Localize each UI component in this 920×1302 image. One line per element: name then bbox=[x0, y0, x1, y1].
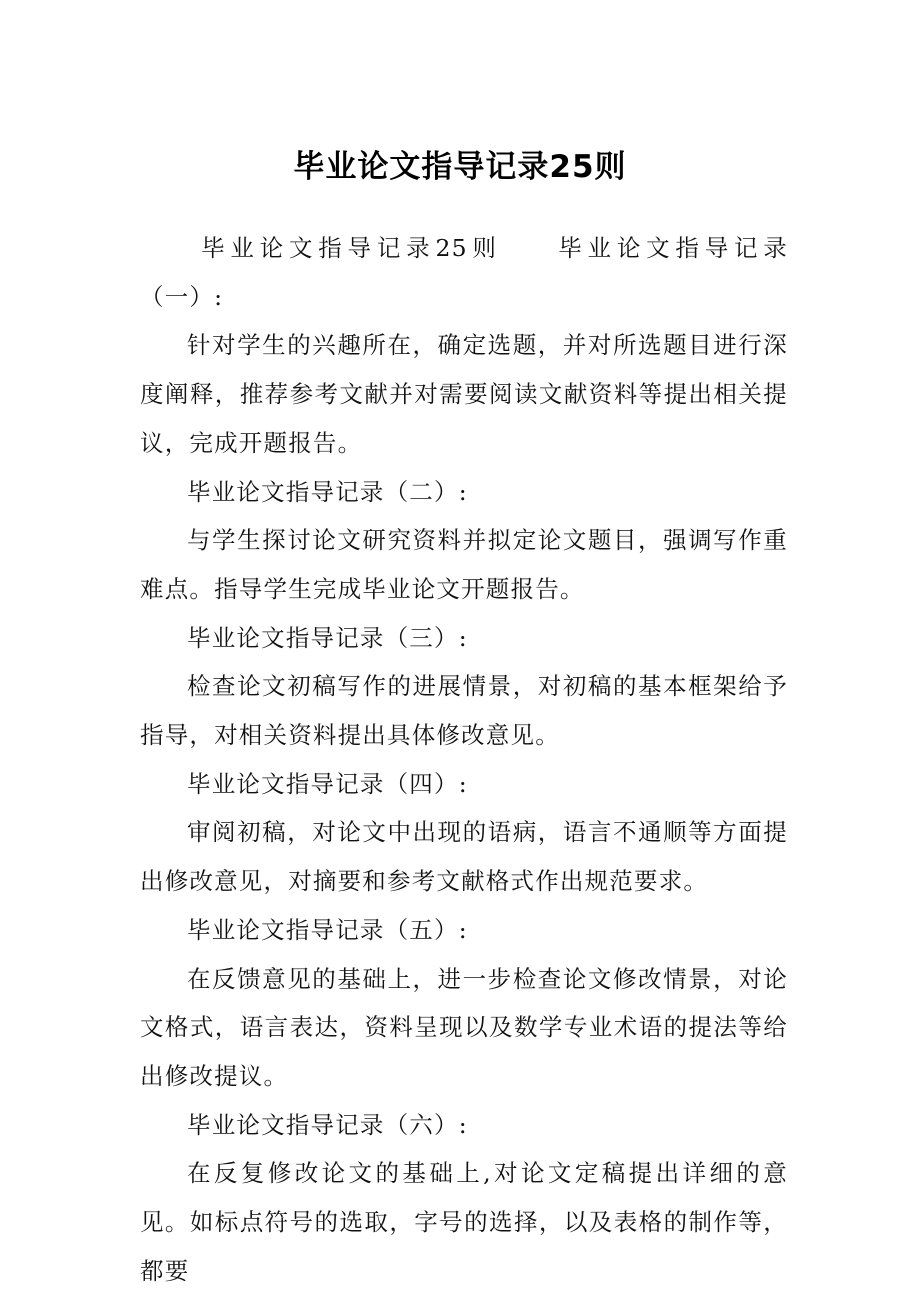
paragraph-2: 与学生探讨论文研究资料并拟定论文题目，强调写作重难点。指导学生完成毕业论文开题报告。 bbox=[140, 526, 788, 603]
record-heading-4: 毕业论文指导记录（四）: bbox=[187, 769, 468, 798]
document-title: 毕业论文指导记录25则 bbox=[293, 149, 627, 185]
paragraph-3: 检查论文初稿写作的进展情景，对初稿的基本框架给予指导，对相关资料提出具体修改意见。 bbox=[140, 672, 788, 750]
paragraph-1: 针对学生的兴趣所在，确定选题，并对所选题目进行深度阐释，推荐参考文献并对需要阅读文献资料等提出相关提议，完成开题报告。 bbox=[140, 331, 788, 457]
paragraph-4: 审阅初稿，对论文中出现的语病，语言不通顺等方面提出修改意见，对摘要和参考文献格式作出规范要求。 bbox=[140, 818, 788, 896]
intro-line bbox=[140, 224, 788, 321]
record-heading-3: 毕业论文指导记录（三）: bbox=[187, 623, 468, 652]
record-heading-5: 毕业论文指导记录（五）: bbox=[187, 915, 468, 944]
record-heading-6: 毕业论文指导记录（六）: bbox=[187, 1110, 468, 1139]
intro-lead: 毕业论文指导记录25则 bbox=[201, 234, 502, 262]
paragraph-5: 在反馈意见的基础上，进一步检查论文修改情景，对论文格式，语言表达，资料呈现以及数学专业术语的提法等给出修改提议。 bbox=[140, 964, 788, 1090]
record-heading-2: 毕业论文指导记录（二）: bbox=[187, 477, 468, 506]
intro-first-heading: 毕业论文指导记录（一）: bbox=[140, 234, 788, 311]
document-body bbox=[140, 224, 788, 1295]
paragraph-6: 在反复修改论文的基础上,对论文定稿提出详细的意见。如标点符号的选取，字号的选择，以及表格的制作等，都要 bbox=[140, 1159, 788, 1285]
